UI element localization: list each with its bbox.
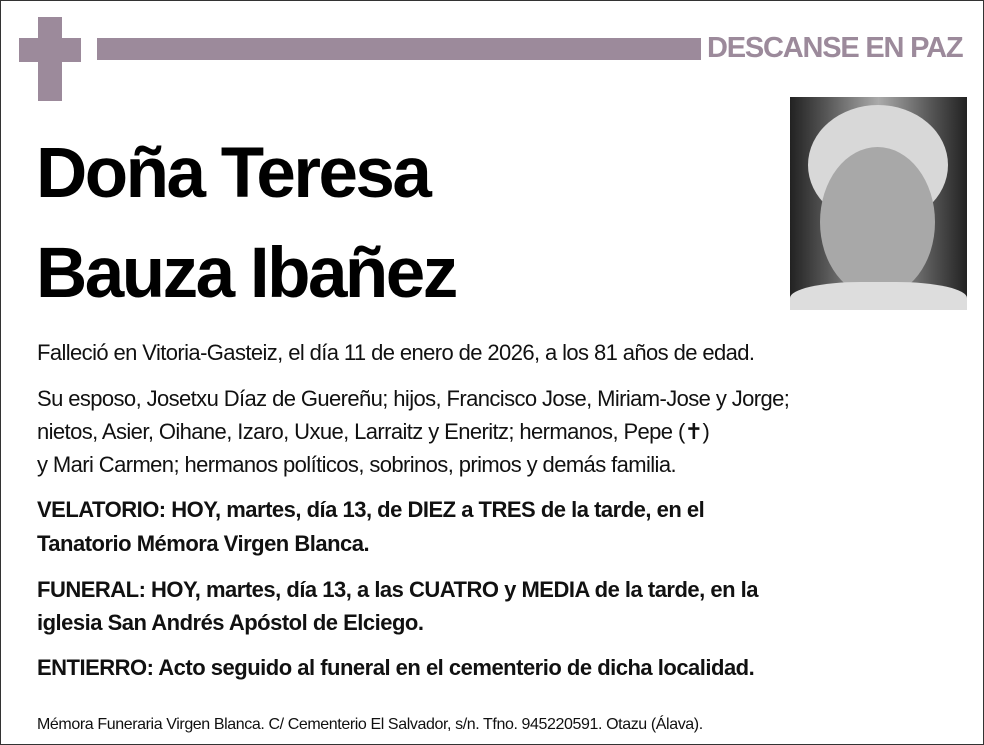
- header-banner: DESCANSE EN PAZ: [707, 32, 963, 64]
- funeral-line: iglesia San Andrés Apóstol de Elciego.: [37, 610, 424, 635]
- portrait-photo: [790, 97, 967, 310]
- velatorio-line: VELATORIO: HOY, martes, día 13, de DIEZ a TRES de la tarde, en el: [37, 497, 705, 522]
- family-line: Su esposo, Josetxu Díaz de Guereñu; hijos, Francisco Jose, Miriam-Jose y Jorge;: [37, 386, 790, 411]
- death-notice: Falleció en Vitoria-Gasteiz, el día 11 de enero de 2026, a los 81 años de edad.: [37, 340, 755, 365]
- header-bar: [97, 38, 701, 60]
- funeral-line: FUNERAL: HOY, martes, día 13, a las CUATRO y MEDIA de la tarde, en la: [37, 577, 759, 602]
- funeral-home-footer: Mémora Funeraria Virgen Blanca. C/ Cementerio El Salvador, s/n. Tfno. 945220591. Otazu (Álava).: [37, 716, 703, 733]
- family-line: y Mari Carmen; hermanos políticos, sobrinos, primos y demás familia.: [37, 452, 676, 477]
- velatorio-line: Tanatorio Mémora Virgen Blanca.: [37, 531, 370, 556]
- family-line: nietos, Asier, Oihane, Izaro, Uxue, Larraitz y Eneritz; hermanos, Pepe (✝): [37, 419, 710, 444]
- deceased-name-line2: Bauza Ibañez: [36, 234, 456, 313]
- entierro-line: ENTIERRO: Acto seguido al funeral en el cementerio de dicha localidad.: [37, 655, 755, 680]
- deceased-name-line1: Doña Teresa: [36, 134, 430, 213]
